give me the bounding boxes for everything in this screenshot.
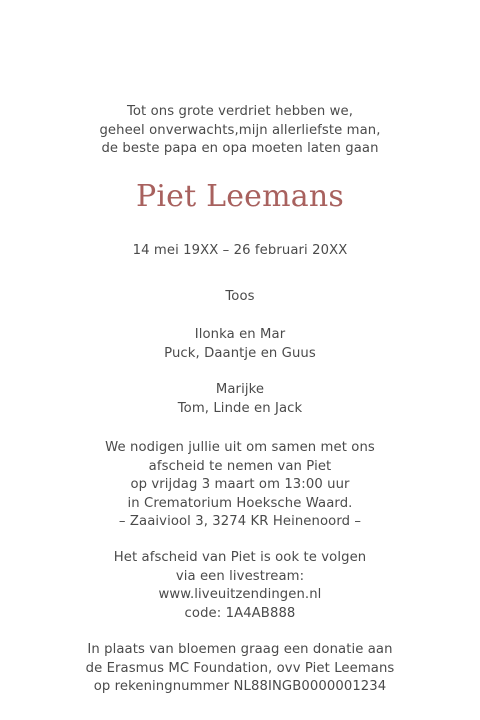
family-line: Ilonka en Mar [194,327,286,342]
donation-line: In plaats van bloemen graag een donatie aan [87,642,393,657]
invitation-line: afscheid te nemen van Piet [148,458,332,474]
intro-line: Tot ons grote verdriet hebben we, [126,104,354,119]
life-dates: 14 mei 19XX – 26 februari 20XX [132,243,348,258]
invitation-text [0,439,480,532]
livestream-text [0,549,480,623]
livestream-url[interactable]: www.liveuitzendingen.nl [158,587,322,602]
donation-line: de Erasmus MC Foundation, ovv Piet Leemans [85,660,395,676]
livestream-line: Het afscheid van Piet is ook te volgen [113,550,367,565]
family-line: Puck, Daantje en Guus [164,345,316,361]
invitation-line: op vrijdag 3 maart om 13:00 uur [130,477,350,492]
livestream-code: code: 1A4AB888 [184,605,296,621]
livestream-line: via een livestream: [175,568,305,584]
intro-line: geheel onverwachts,mijn allerliefste man, [99,122,381,138]
invitation-line: – Zaaiviool 3, 3274 KR Heinenoord – [118,514,362,529]
family-group-1 [0,326,480,363]
intro-text [0,103,480,159]
invitation-line: We nodigen jullie uit om samen met ons [105,440,375,455]
spouse-name: Toos [225,289,255,304]
family-line: Tom, Linde en Jack [177,400,303,416]
deceased-name: Piet Leemans [135,179,344,214]
donation-text [0,641,480,697]
family-group-2 [0,381,480,418]
invitation-line: in Crematorium Hoeksche Waard. [127,495,353,511]
intro-line: de beste papa en opa moeten laten gaan [101,141,379,156]
family-line: Marijke [215,382,265,397]
donation-line: op rekeningnummer NL88INGB0000001234 [93,679,387,694]
